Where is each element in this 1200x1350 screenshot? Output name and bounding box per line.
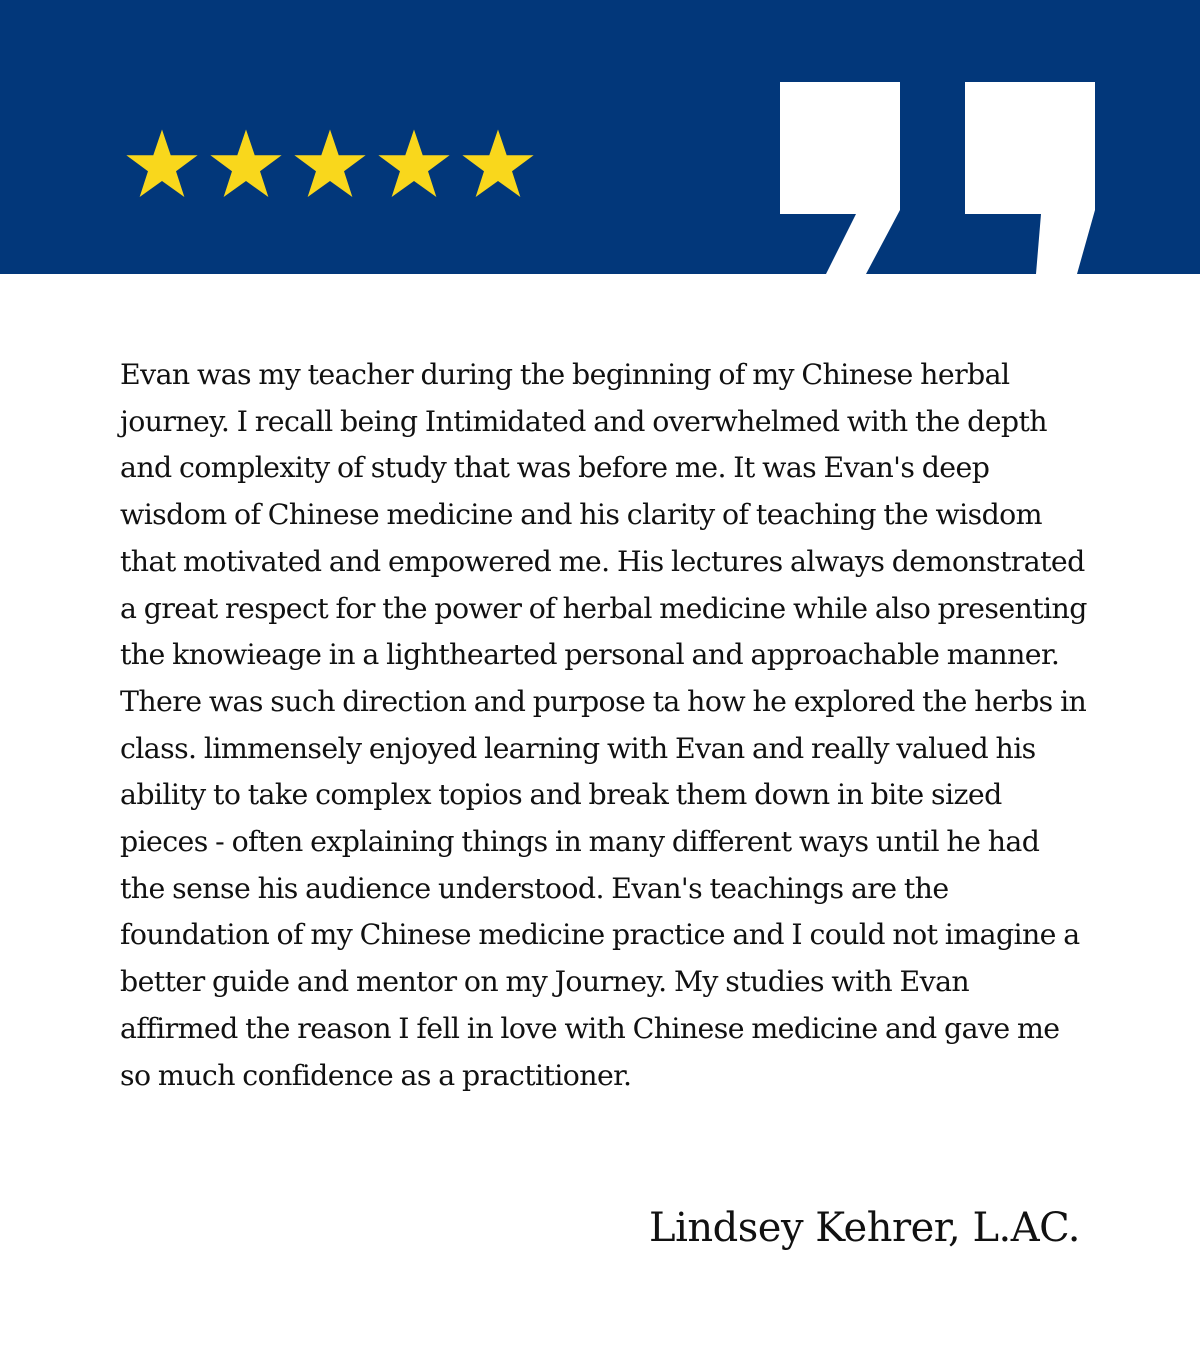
author-name: Lindsey Kehrer, L.AC. (649, 1205, 1080, 1251)
quote-mark-icon (770, 80, 1110, 280)
testimonial-text: Evan was my teacher during the beginning of my Chinese herbal journey. I recall being Intimidated and overwhelmed with the depth and complexity of study that was before me. It was Evan's deep wisdom of Chinese medicine and his clarity of teaching the wisdom that motivated and empowered me. His lectures always demonstrated a great respect for the power of herbal medicine while also presenting the knowieage in a lighthearted personal and approachable manner. There was such direction and purpose ta how he explored the herbs in class. limmensely enjoyed learning with Evan and really valued his ability to take complex topios and break them down in bite sized pieces - often explaining things in many different ways until he had the sense his audience understood. Evan's teachings are the foundation of my Chinese medicine practice and I could not imagine a better guide and mentor on my Journey. My studies with Evan affirmed the reason I fell in love with Chinese medicine and gave me so much confidence as a practitioner. (120, 358, 1087, 1092)
star-rating (120, 128, 540, 200)
star-icon (456, 128, 540, 200)
star-icon (204, 128, 288, 200)
star-icon (120, 128, 204, 200)
star-icon (288, 128, 372, 200)
star-icon (372, 128, 456, 200)
